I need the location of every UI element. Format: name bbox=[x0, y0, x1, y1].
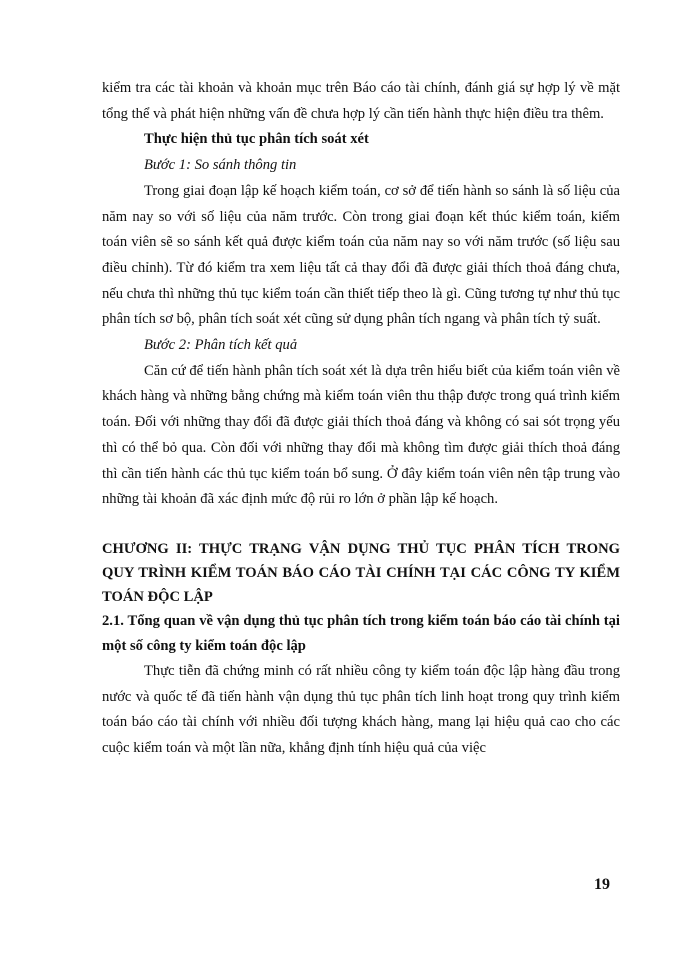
subheading-review-analysis: Thực hiện thủ tục phân tích soát xét bbox=[144, 131, 369, 148]
paragraph-section-intro: Thực tiễn đã chứng minh có rất nhiều công ty kiểm toán độc lập hàng đầu trong nước và quốc tế đã tiến hành vận dụng thủ tục phân tích linh hoạt trong quy trình kiểm toán báo cáo tài chính với nhiều đối tượng khách hàng, mang lại hiệu quả cao cho các cuộc kiểm toán và một lần nữa, khẳng định tính hiệu quả của việc bbox=[102, 662, 620, 757]
paragraph-step-1: Trong giai đoạn lập kế hoạch kiểm toán, cơ sở để tiến hành so sánh là số liệu của năm nay so với số liệu của năm trước. Còn trong giai đoạn kết thúc kiểm toán, kiểm toán viên sẽ so sánh kết quả được kiểm toán của năm nay so với năm trước (số liệu sau điều chỉnh). Từ đó kiểm tra xem liệu tất cả thay đổi đã được giải thích thoả đáng chưa, nếu chưa thì những thủ tục kiểm toán cần thiết tiếp theo là gì. Cũng tương tự như thủ tục phân tích sơ bộ, phân tích soát xét cũng sử dụng phân tích ngang và phân tích tỷ suất. bbox=[102, 182, 620, 328]
section-heading: 2.1. Tổng quan về vận dụng thủ tục phân tích trong kiểm toán báo cáo tài chính tại một số công ty kiểm toán độc lập bbox=[102, 612, 620, 654]
paragraph-continuation: kiểm tra các tài khoản và khoản mục trên Báo cáo tài chính, đánh giá sự hợp lý về mặt tổng thể và phát hiện những vấn đề chưa hợp lý cần tiến hành thực hiện điều tra thêm. bbox=[102, 80, 620, 122]
document-page bbox=[102, 76, 620, 762]
step-1-heading: Bước 1: So sánh thông tin bbox=[144, 157, 297, 174]
paragraph-step-2: Căn cứ để tiến hành phân tích soát xét là dựa trên hiểu biết của kiểm toán viên về khách hàng và những bằng chứng mà kiểm toán viên thu thập được trong quá trình kiểm toán. Đối với những thay đổi đã được giải thích thoả đáng và không có sai sót trọng yếu thì có thể bỏ qua. Còn đối với những thay đổi mà không tìm được giải thích thoả đáng thì cần tiến hành các thủ tục kiểm toán bổ sung. Ở đây kiểm toán viên nên tập trung vào những tài khoản đã xác định mức độ rủi ro lớn ở phần lập kế hoạch. bbox=[102, 362, 620, 508]
page-number: 19 bbox=[594, 876, 610, 893]
chapter-heading: CHƯƠNG II: THỰC TRẠNG VẬN DỤNG THỦ TỤC PHÂN TÍCH TRONG QUY TRÌNH KIỂM TOÁN BÁO CÁO TÀI CHÍNH TẠI CÁC CÔNG TY KIỂM TOÁN ĐỘC LẬP bbox=[102, 540, 620, 605]
step-2-heading: Bước 2: Phân tích kết quả bbox=[144, 337, 298, 354]
